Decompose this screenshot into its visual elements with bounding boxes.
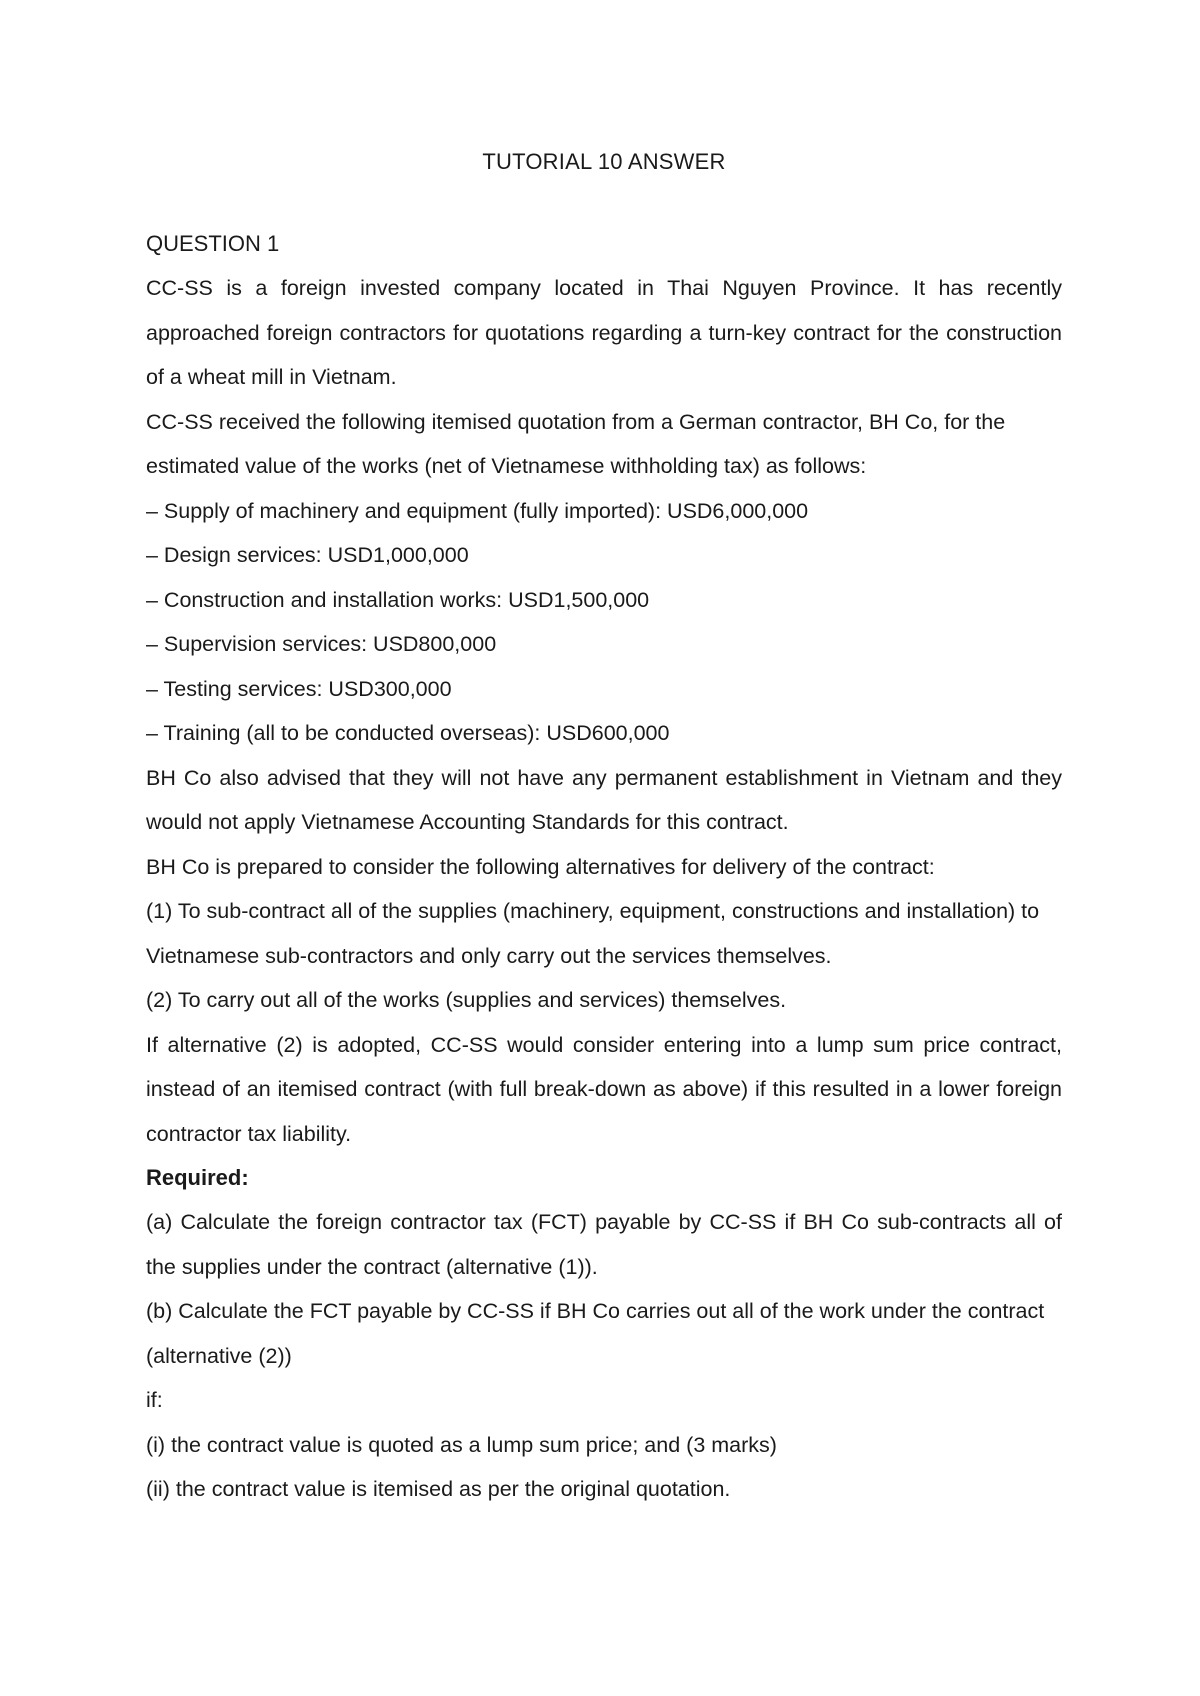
list-item: – Design services: USD1,000,000: [146, 543, 469, 567]
quotation-intro-paragraph: CC-SS received the following itemised quotation from a German contractor, BH Co, for the estimated value of the works (net of Vietnamese withholding tax) as follows:: [146, 409, 1006, 478]
pe-note-paragraph: BH Co also advised that they will not have any permanent establishment in Vietnam and they would not apply Vietnamese Accounting Standards for this contract.: [146, 765, 1062, 834]
part-a-paragraph: (a) Calculate the foreign contractor tax (FCT) payable by CC-SS if BH Co sub-contracts all of the supplies under the contract (alternative (1)).: [146, 1210, 1062, 1279]
part-b-paragraph: (b) Calculate the FCT payable by CC-SS if BH Co carries out all of the work under the contract (alternative (2)): [146, 1299, 1045, 1368]
part-ii-paragraph: (ii) the contract value is itemised as per the original quotation.: [146, 1477, 731, 1501]
part-i-paragraph: (i) the contract value is quoted as a lump sum price; and (3 marks): [146, 1432, 777, 1457]
document-body: [146, 140, 1062, 1512]
list-item: – Supervision services: USD800,000: [146, 632, 497, 656]
quotation-list: [146, 489, 1062, 756]
alternative-2-paragraph: (2) To carry out all of the works (supplies and services) themselves.: [146, 988, 787, 1012]
required-label: Required:: [146, 1165, 249, 1190]
document-title: TUTORIAL 10 ANSWER: [482, 149, 726, 174]
alternative-1-paragraph: (1) To sub-contract all of the supplies (machinery, equipment, constructions and installation) to Vietnamese sub-contractors and only carry out the services themselves.: [146, 899, 1040, 968]
lump-sum-note-paragraph: If alternative (2) is adopted, CC-SS would consider entering into a lump sum price contract, instead of an itemised contract (with full break-down as above) if this resulted in a lower foreign contractor tax liability.: [146, 1032, 1062, 1146]
intro-paragraph: CC-SS is a foreign invested company located in Thai Nguyen Province. It has recently approached foreign contractors for quotations regarding a turn-key contract for the construction of a wheat mill in Vietnam.: [146, 276, 1062, 389]
alternatives-intro-paragraph: BH Co is prepared to consider the following alternatives for delivery of the contract:: [146, 854, 935, 879]
list-item: – Training (all to be conducted overseas): USD600,000: [146, 721, 670, 745]
question-heading: QUESTION 1: [146, 231, 280, 256]
list-item: – Testing services: USD300,000: [146, 676, 452, 701]
list-item: – Supply of machinery and equipment (fully imported): USD6,000,000: [146, 498, 809, 523]
list-item: – Construction and installation works: USD1,500,000: [146, 587, 650, 612]
if-label: if:: [146, 1388, 163, 1412]
